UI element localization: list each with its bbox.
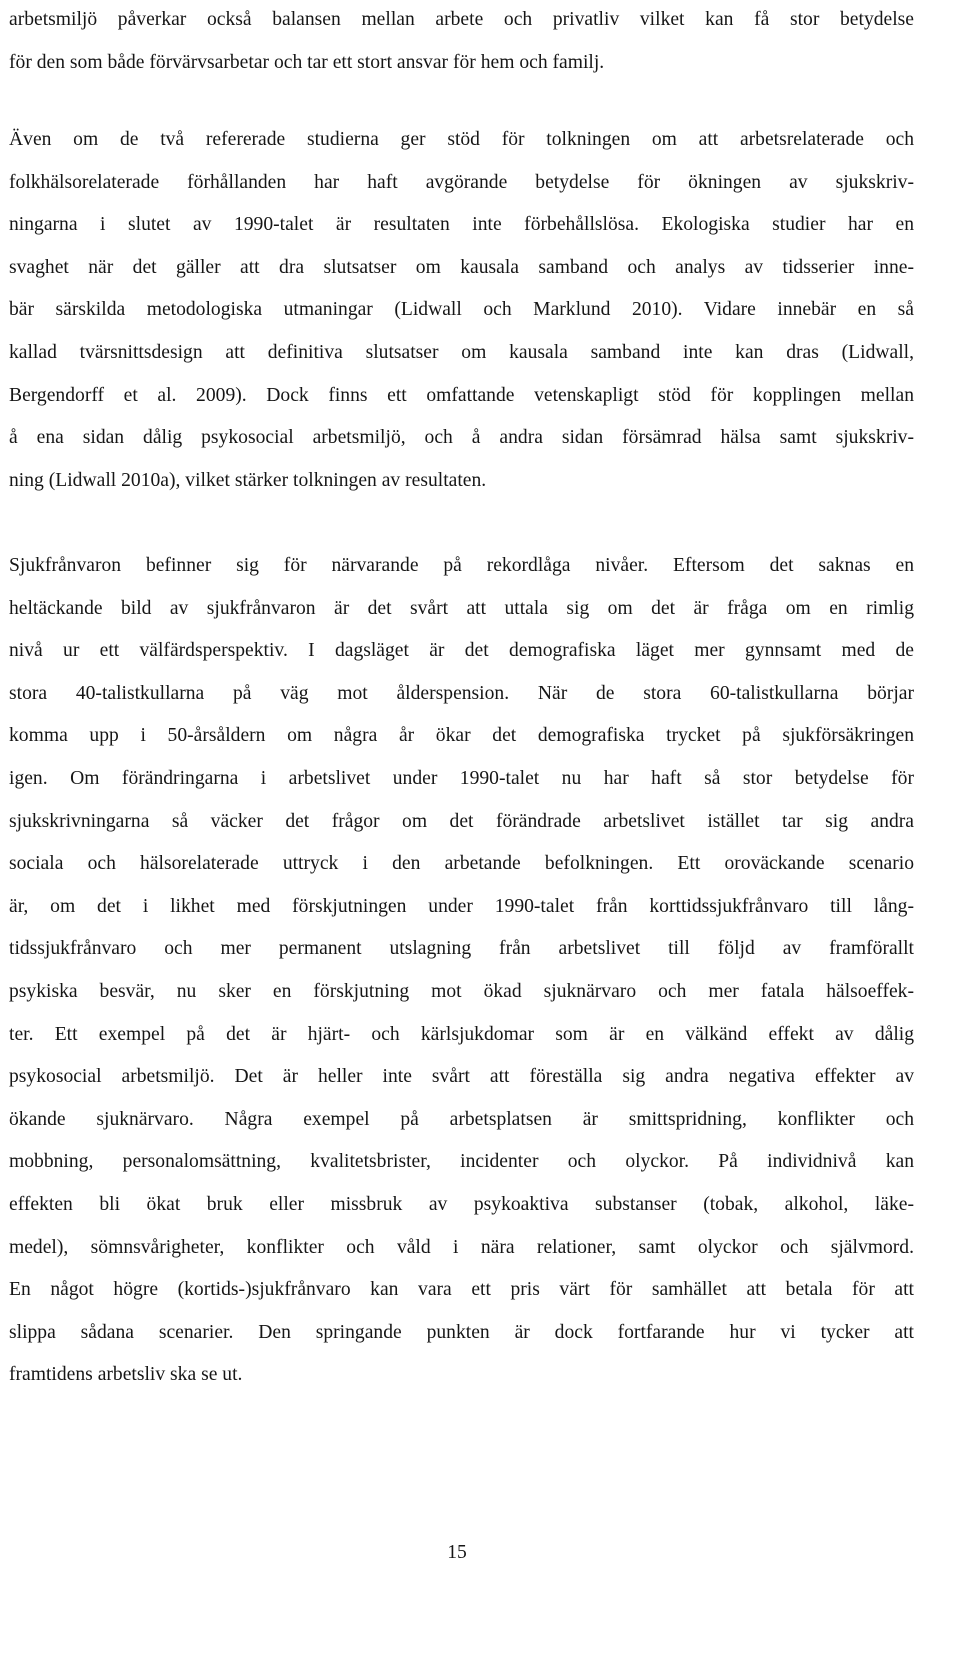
- page-number: 15: [447, 1542, 467, 1563]
- text-line: ter. Ett exempel på det är hjärt- och kärlsjukdomar som är en välkänd effekt av dålig: [9, 1023, 914, 1045]
- text-line: psykosocial arbetsmiljö. Det är heller inte svårt att föreställa sig andra negativa effekter av: [9, 1066, 914, 1088]
- text-line: slippa sådana scenarier. Den springande punkten är dock fortfarande hur vi tycker att: [9, 1321, 914, 1343]
- text-line: ökande sjuknärvaro. Några exempel på arbetsplatsen är smittspridning, konflikter och: [9, 1108, 914, 1130]
- text-line: nivå ur ett välfärdsperspektiv. I dagsläget är det demografiska läget mer gynnsamt med de: [9, 640, 914, 662]
- text-line: Bergendorff et al. 2009). Dock finns ett omfattande vetenskapligt stöd för kopplingen mellan: [9, 384, 914, 406]
- text-line: psykiska besvär, nu sker en förskjutning mot ökad sjuknärvaro och mer fatala hälsoeffek-: [9, 980, 914, 1002]
- paragraph-3: [9, 545, 914, 1397]
- text-line: effekten bli ökat bruk eller missbruk av psykoaktiva substanser (tobak, alkohol, läke-: [9, 1193, 914, 1215]
- text-line: för den som både förvärvsarbetar och tar ett stort ansvar för hem och familj.: [9, 51, 605, 73]
- text-line: En något högre (kortids-)sjukfrånvaro kan vara ett pris värt för samhället att betala för att: [9, 1279, 914, 1301]
- text-line: stora 40-talistkullarna på väg mot ålderspension. När de stora 60-talistkullarna börjar: [9, 682, 914, 704]
- text-line: ningarna i slutet av 1990-talet är resultaten inte förbehållslösa. Ekologiska studier har en: [9, 214, 914, 236]
- text-line: arbetsmiljö påverkar också balansen mellan arbete och privatliv vilket kan få stor betydelse: [9, 9, 914, 30]
- text-line: är, om det i likhet med förskjutningen under 1990-talet från korttidssjukfrånvaro till lång-: [9, 895, 914, 917]
- text-line: medel), sömnsvårigheter, konflikter och våld i nära relationer, samt olyckor och självmord.: [9, 1236, 914, 1258]
- text-line: bär särskilda metodologiska utmaningar (Lidwall och Marklund 2010). Vidare innebär en så: [9, 299, 914, 321]
- text-line: heltäckande bild av sjukfrånvaron är det svårt att uttala sig om det är fråga om en rimlig: [9, 597, 914, 619]
- text-line: sociala och hälsorelaterade uttryck i den arbetande befolkningen. Ett oroväckande scenario: [9, 853, 914, 875]
- text-line: tidssjukfrånvaro och mer permanent utslagning från arbetslivet till följd av framförallt: [9, 938, 914, 960]
- text-line: Sjukfrånvaron befinner sig för närvarande på rekordlåga nivåer. Eftersom det saknas en: [9, 555, 914, 576]
- text-line: kallad tvärsnittsdesign att definitiva slutsatser om kausala samband inte kan dras (Lidwall,: [9, 341, 914, 363]
- text-line: mobbning, personalomsättning, kvalitetsbrister, incidenter och olyckor. På individnivå kan: [9, 1151, 914, 1173]
- text-line: Även om de två refererade studierna ger stöd för tolkningen om att arbetsrelaterade och: [9, 129, 914, 150]
- text-line: svaghet när det gäller att dra slutsatser om kausala samband och analys av tidsserier inne-: [9, 256, 914, 278]
- text-line: å ena sidan dålig psykosocial arbetsmiljö, och å andra sidan försämrad hälsa samt sjukskriv-: [9, 427, 914, 449]
- text-line: folkhälsorelaterade förhållanden har haft avgörande betydelse för ökningen av sjukskriv-: [9, 171, 914, 193]
- text-line: igen. Om förändringarna i arbetslivet under 1990-talet nu har haft så stor betydelse för: [9, 767, 914, 789]
- paragraph-2: [9, 119, 914, 502]
- paragraph-1: [9, 0, 914, 84]
- text-line: komma upp i 50-årsåldern om några år ökar det demografiska trycket på sjukförsäkringen: [9, 725, 914, 747]
- text-line: ning (Lidwall 2010a), vilket stärker tolkningen av resultaten.: [9, 469, 487, 491]
- text-line: framtidens arbetsliv ska se ut.: [9, 1364, 243, 1386]
- text-line: sjukskrivningarna så väcker det frågor om det förändrade arbetslivet istället tar sig andra: [9, 810, 914, 832]
